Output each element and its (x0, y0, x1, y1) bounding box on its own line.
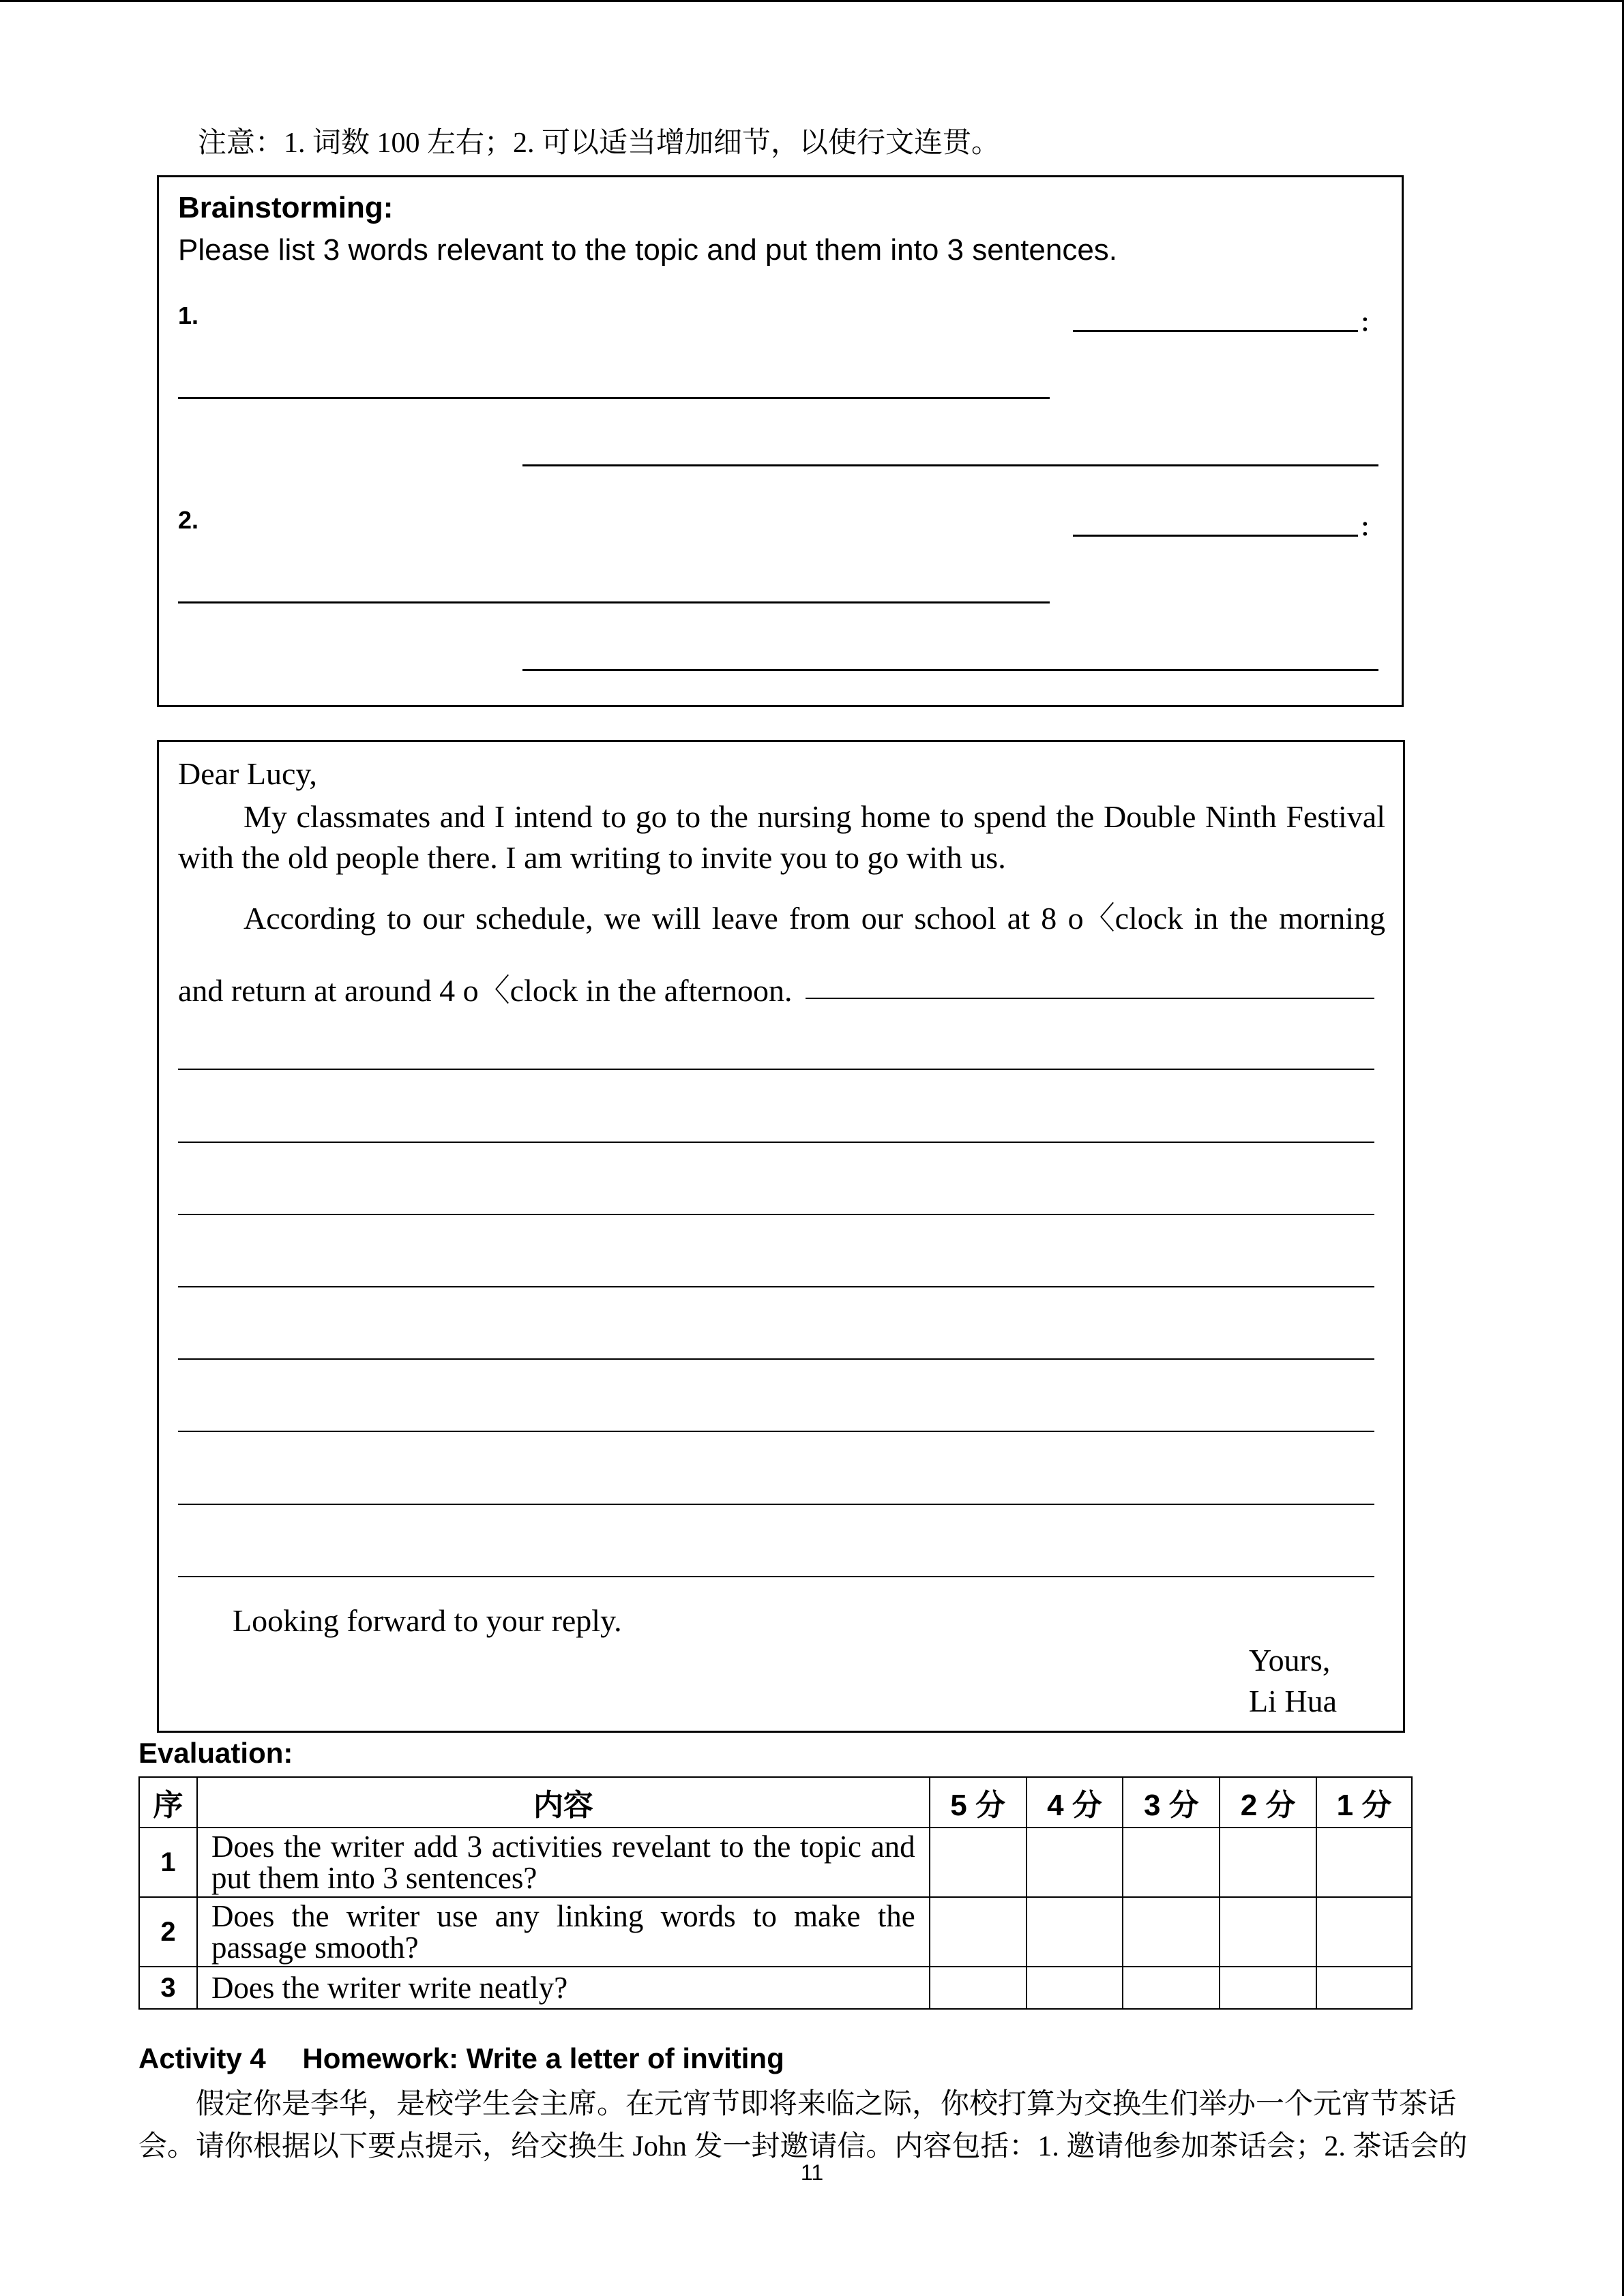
writing-note: 注意：1. 词数 100 左右；2. 可以适当增加细节，以使行文连贯。 (198, 128, 1001, 159)
table-row (139, 1828, 1412, 1897)
score-cell[interactable] (1316, 1828, 1412, 1897)
letter-blank-line[interactable] (178, 1358, 1374, 1360)
score-cell[interactable] (1123, 1967, 1220, 2009)
letter-paragraph-2-line-1: According to our schedule, we will leave from our school at 8 o〈clock in the morning (243, 901, 1385, 936)
brainstorm-item-2-word-blank[interactable] (1073, 535, 1358, 537)
row-question: Does the writer write neatly? (197, 1967, 930, 2009)
row-number: 1 (139, 1828, 197, 1897)
score-cell[interactable] (1220, 1897, 1316, 1967)
letter-signature: Li Hua (1249, 1684, 1338, 1718)
score-cell[interactable] (1123, 1897, 1220, 1967)
header-cell: 1 分 (1316, 1777, 1412, 1828)
header-cell: 4 分 (1027, 1777, 1123, 1828)
header-cell: 2 分 (1220, 1777, 1316, 1828)
letter-blank-line[interactable] (178, 1504, 1374, 1505)
brainstorm-item-1-colon: ： (1359, 309, 1385, 337)
letter-closing: Looking forward to your reply. (233, 1603, 622, 1638)
score-cell[interactable] (1027, 1967, 1123, 2009)
letter-blank-line[interactable] (178, 1214, 1374, 1215)
brainstorm-heading: Brainstorming: (178, 191, 394, 224)
letter-paragraph-2-line-2: and return at around 4 o〈clock in the afternoon. (178, 973, 793, 1008)
brainstorm-item-2-sentence-blank-2[interactable] (522, 669, 1378, 671)
header-cell: 5 分 (930, 1777, 1027, 1828)
activity-title: Activity 4 Homework: Write a letter of inviting (138, 2042, 784, 2074)
letter-blank-line[interactable] (178, 1142, 1374, 1143)
page-number: 11 (800, 2160, 824, 2185)
row-question: Does the writer add 3 activities revelant to the topic and put them into 3 sentences? (197, 1828, 930, 1897)
row-question: Does the writer use any linking words to make the passage smooth? (197, 1897, 930, 1967)
table-row (139, 1967, 1412, 2009)
score-cell[interactable] (1220, 1967, 1316, 2009)
letter-blank-line[interactable] (178, 1431, 1374, 1432)
score-cell[interactable] (1316, 1967, 1412, 2009)
score-cell[interactable] (930, 1897, 1027, 1967)
evaluation-title: Evaluation: (138, 1737, 293, 1769)
letter-blank-line[interactable] (806, 998, 1374, 999)
brainstorm-item-1-number: 1. (178, 301, 199, 329)
score-cell[interactable] (1027, 1897, 1123, 1967)
letter-blank-line[interactable] (178, 1576, 1374, 1577)
letter-blank-line[interactable] (178, 1069, 1374, 1070)
letter-paragraph-1: My classmates and I intend to go to the nursing home to spend the Double Ninth Festival with the old people there. I am writing to invite you to go with us. (178, 799, 1385, 875)
evaluation-header-row (139, 1777, 1412, 1828)
letter-salutation: Dear Lucy, (178, 756, 317, 791)
letter-signoff: Yours, (1249, 1643, 1331, 1678)
letter-box (157, 740, 1405, 1733)
score-cell[interactable] (1123, 1828, 1220, 1897)
score-cell[interactable] (1316, 1897, 1412, 1967)
page-top-border (0, 0, 1624, 2)
brainstorm-item-1-sentence-blank[interactable] (178, 397, 1050, 399)
brainstorm-item-2-number: 2. (178, 506, 199, 534)
brainstorm-item-2-sentence-blank[interactable] (178, 601, 1050, 603)
evaluation-table (138, 1776, 1413, 2010)
letter-blank-line[interactable] (178, 1286, 1374, 1287)
score-cell[interactable] (1027, 1828, 1123, 1897)
brainstorm-instruction: Please list 3 words relevant to the topic and put them into 3 sentences. (178, 233, 1118, 267)
brainstorm-item-1-sentence-blank-2[interactable] (522, 464, 1378, 466)
header-cell: 内容 (197, 1777, 930, 1828)
header-cell: 序 (139, 1777, 197, 1828)
brainstorm-box (157, 175, 1404, 707)
brainstorm-item-2-colon: ： (1359, 513, 1385, 541)
activity-body: 假定你是李华，是校学生会主席。在元宵节即将来临之际，你校打算为交换生们举办一个元宵节茶话会。请你根据以下要点提示，给交换生 John 发一封邀请信。内容包括：1. 邀请他参加茶话会；2. 茶话会的 (138, 2089, 1468, 2162)
score-cell[interactable] (1220, 1828, 1316, 1897)
brainstorm-item-1-word-blank[interactable] (1073, 330, 1358, 332)
header-cell: 3 分 (1123, 1777, 1220, 1828)
row-number: 2 (139, 1897, 197, 1967)
score-cell[interactable] (930, 1828, 1027, 1897)
row-number: 3 (139, 1967, 197, 2009)
table-row (139, 1897, 1412, 1967)
score-cell[interactable] (930, 1967, 1027, 2009)
